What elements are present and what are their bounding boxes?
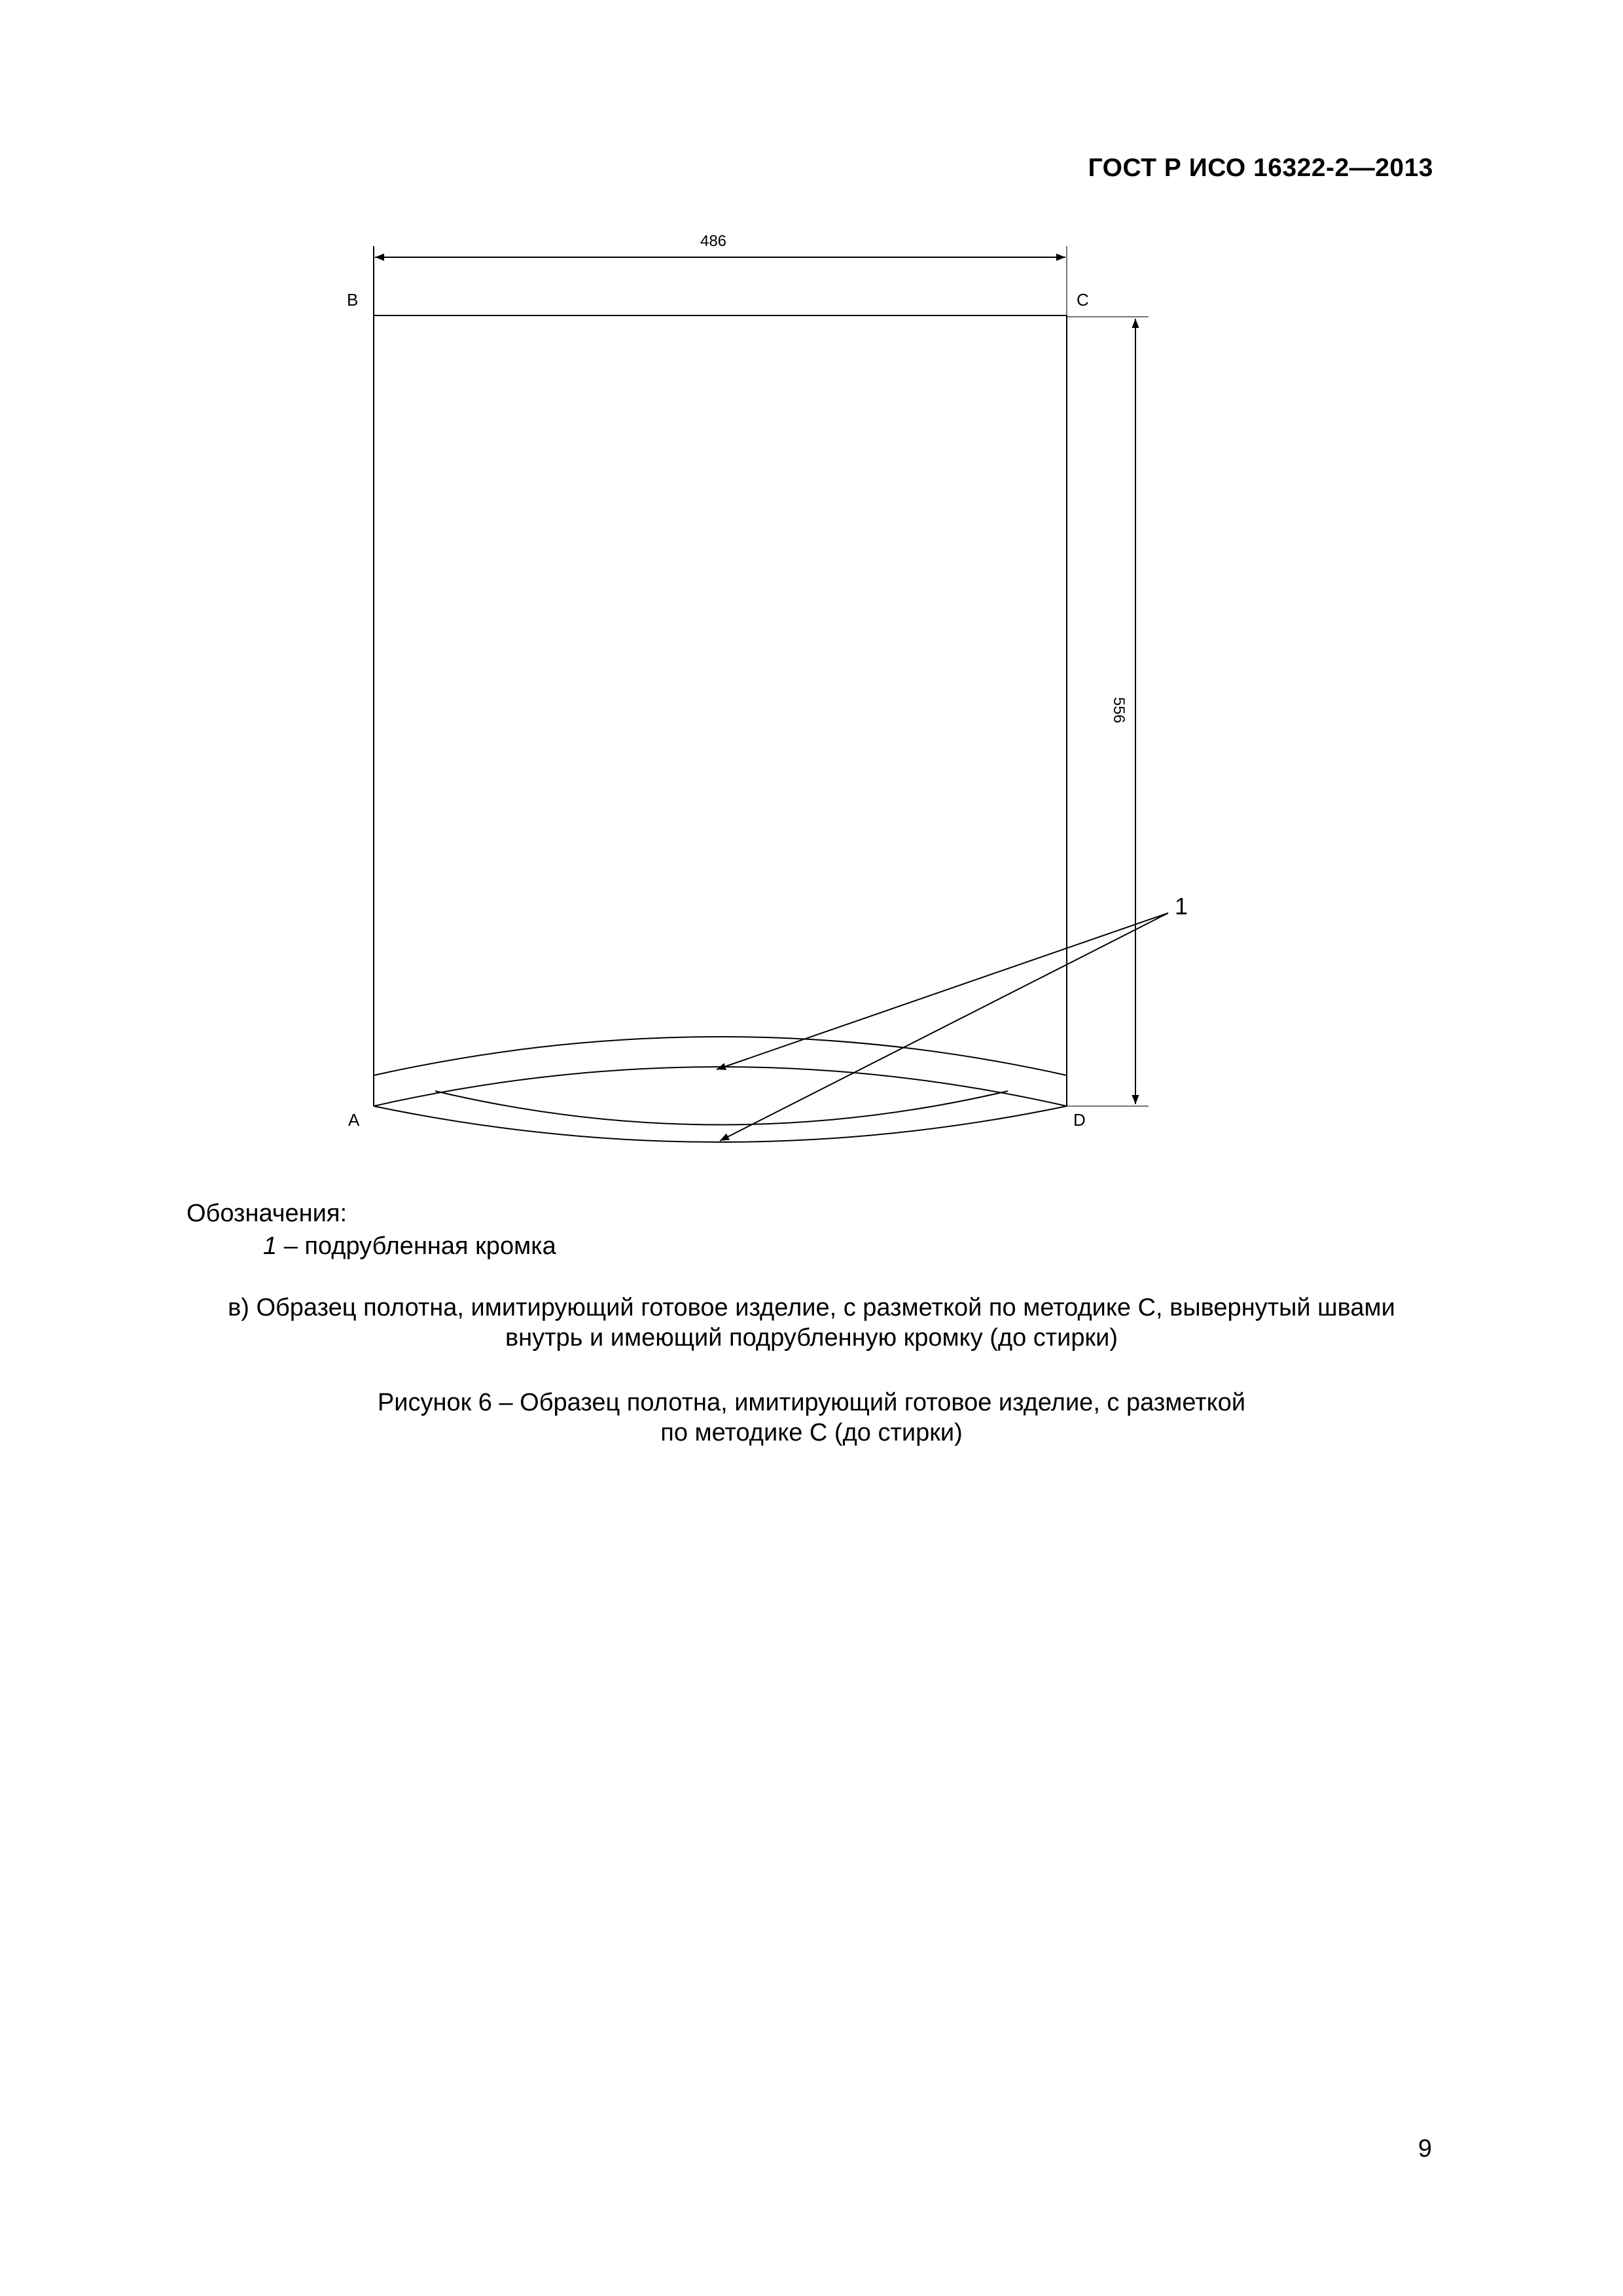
corner-label-d: D xyxy=(1073,1110,1086,1130)
leader-line-upper xyxy=(717,913,1168,1069)
subfigure-caption-line-2: внутрь и имеющий подрубленную кромку (до стирки) xyxy=(505,1324,1118,1352)
legend-item-number: 1 xyxy=(263,1232,277,1260)
subfigure-caption xyxy=(0,1293,1623,1353)
legend-item-text: – подрубленная кромка xyxy=(283,1232,556,1260)
page-number: 9 xyxy=(1418,2135,1432,2162)
subfigure-caption-line-1: в) Образец полотна, имитирующий готовое изделие, с разметкой по методике С, вывернутый швами xyxy=(228,1294,1395,1321)
callout-number: 1 xyxy=(1175,893,1188,920)
legend-item xyxy=(263,1232,556,1261)
height-dimension-label: 556 xyxy=(1110,696,1128,724)
figure-caption xyxy=(0,1388,1623,1448)
corner-label-c: С xyxy=(1077,290,1089,310)
hem-curve-upper xyxy=(374,1037,1067,1075)
corner-label-a: А xyxy=(348,1110,360,1130)
document-header: ГОСТ Р ИСО 16322-2—2013 xyxy=(1088,154,1433,182)
hem-curve-bottom-inner xyxy=(435,1091,1008,1125)
legend-title: Обозначения: xyxy=(187,1200,348,1227)
figure-caption-line-2: по методике С (до стирки) xyxy=(660,1419,963,1446)
corner-label-b: В xyxy=(347,290,359,310)
width-dimension-label: 486 xyxy=(700,232,727,250)
figure-caption-line-1: Рисунок 6 – Образец полотна, имитирующий готовое изделие, с разметкой xyxy=(377,1389,1246,1416)
